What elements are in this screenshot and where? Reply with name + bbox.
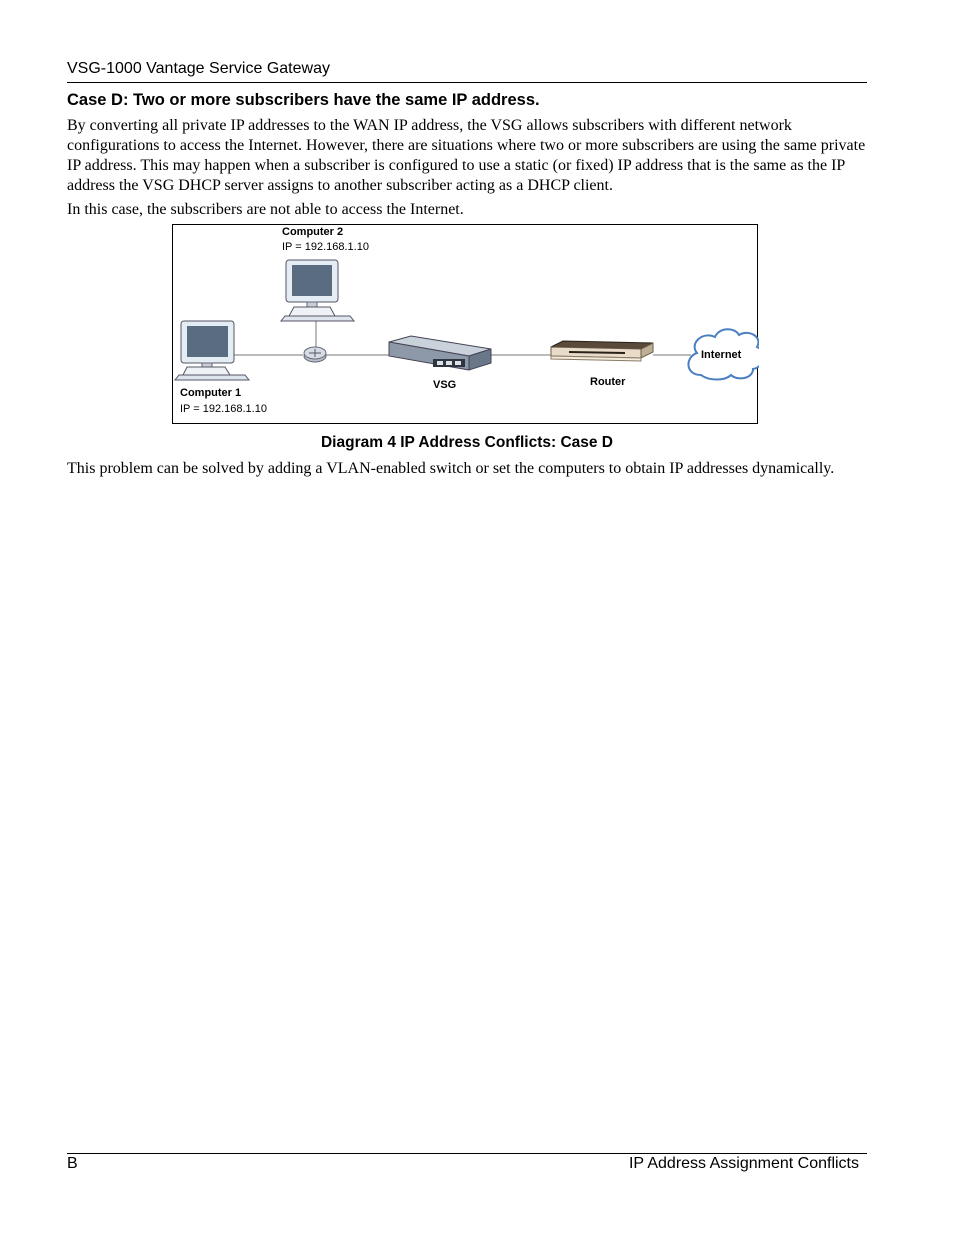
footer-appendix-letter: B	[67, 1155, 78, 1172]
body-paragraph-1: By converting all private IP addresses to the WAN IP address, the VSG allows subscribers with different network configurations to access the Internet. However, there are situations where two or more subscribers are using the same private IP address. This may happen when a subscriber is configured to use a static (or fixed) IP address that is the same as the IP address the VSG DHCP server assigns to another subscriber acting as a DHCP client.	[67, 117, 866, 194]
computer1-ip-label: IP = 192.168.1.10	[180, 403, 267, 415]
footer-divider	[67, 1153, 867, 1154]
header-divider	[67, 82, 867, 83]
body-paragraph-3: This problem can be solved by adding a VLAN-enabled switch or set the computers to obtain IP addresses dynamically.	[67, 460, 835, 477]
figure-caption: Diagram 4 IP Address Conflicts: Case D	[320, 434, 613, 451]
computer-icon	[281, 260, 354, 321]
computer2-name-label: Computer 2	[282, 226, 344, 238]
vsg-label: VSG	[433, 379, 457, 391]
body-paragraph-2: In this case, the subscribers are not able to access the Internet.	[67, 201, 464, 218]
internet-label: Internet	[701, 349, 742, 361]
section-title: Case D: Two or more subscribers have the same IP address.	[67, 91, 540, 109]
computer2-ip-label: IP = 192.168.1.10	[282, 241, 369, 253]
router-device-icon	[551, 341, 653, 361]
footer-section-title: IP Address Assignment Conflicts	[628, 1155, 859, 1172]
computer1-name-label: Computer 1	[180, 387, 242, 399]
router-label: Router	[590, 376, 626, 388]
network-diagram	[172, 224, 758, 424]
page-header-title: VSG-1000 Vantage Service Gateway	[67, 60, 330, 77]
vsg-device-icon	[389, 336, 491, 370]
computer-icon	[175, 321, 249, 380]
hub-icon	[304, 347, 326, 362]
